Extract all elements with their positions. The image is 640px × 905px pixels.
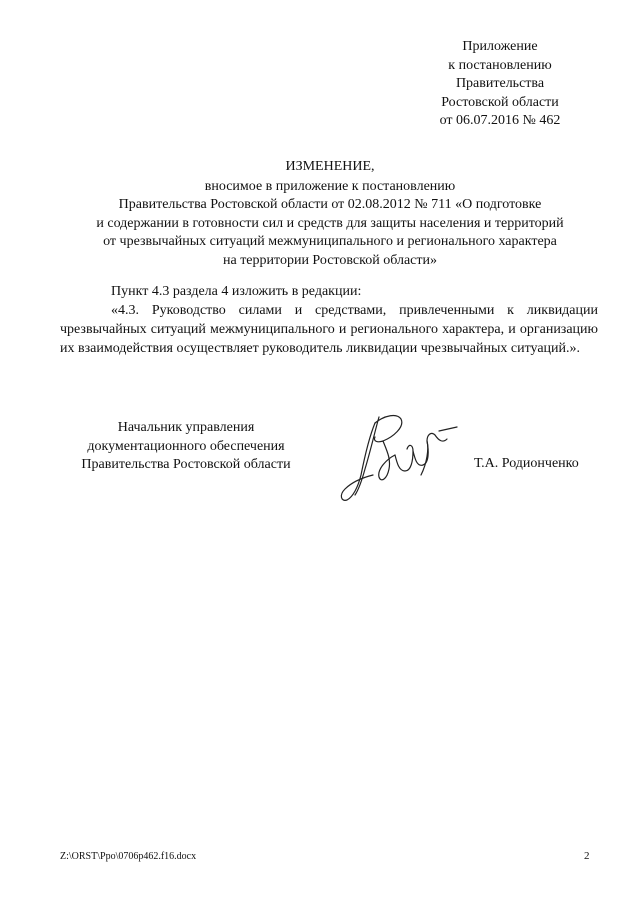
page-number: 2 [584,850,590,862]
footer-file-path: Z:\ORST\Ppo\0706p462.f16.docx [60,851,197,862]
signer-position [66,419,306,475]
body-paragraph-intro: Пункт 4.3 раздела 4 изложить в редакции: [111,284,362,299]
appendix-header [420,38,580,131]
signer-name: Т.А. Родионченко [474,456,579,471]
appendix-line: к постановлению [448,57,552,73]
body-paragraph-quote: «4.3. Руководство силами и средствами, привлеченными к ликвидации чрезвычайных ситуаций межмуниципального и регионального характера, и организацию их взаимодействия осуществляет руководитель ликвидации чрезвычайных ситуаций.». [60,303,598,356]
document-body [60,282,598,358]
signer-line: Правительства Ростовской области [81,457,291,472]
appendix-line: Приложение [462,39,538,54]
title-line: Правительства Ростовской области от 02.08.2012 № 711 «О подготовке [118,197,542,212]
signer-line: документационного обеспечения [87,438,285,454]
handwritten-signature [335,405,475,510]
title-line: на территории Ростовской области» [222,252,437,268]
appendix-line: от 06.07.2016 № 462 [439,113,561,128]
document-title [60,158,600,270]
signer-line: Начальник управления [117,420,255,435]
appendix-line: Правительства [455,76,545,91]
title-line: вносимое в приложение к постановлению [204,178,456,194]
title-line: и содержании в готовности сил и средств для защиты населения и территорий [96,215,564,231]
title-heading: ИЗМЕНЕНИЕ, [285,159,375,174]
appendix-line: Ростовской области [441,94,559,110]
title-line: от чрезвычайных ситуаций межмуниципального и регионального характера [103,234,557,249]
